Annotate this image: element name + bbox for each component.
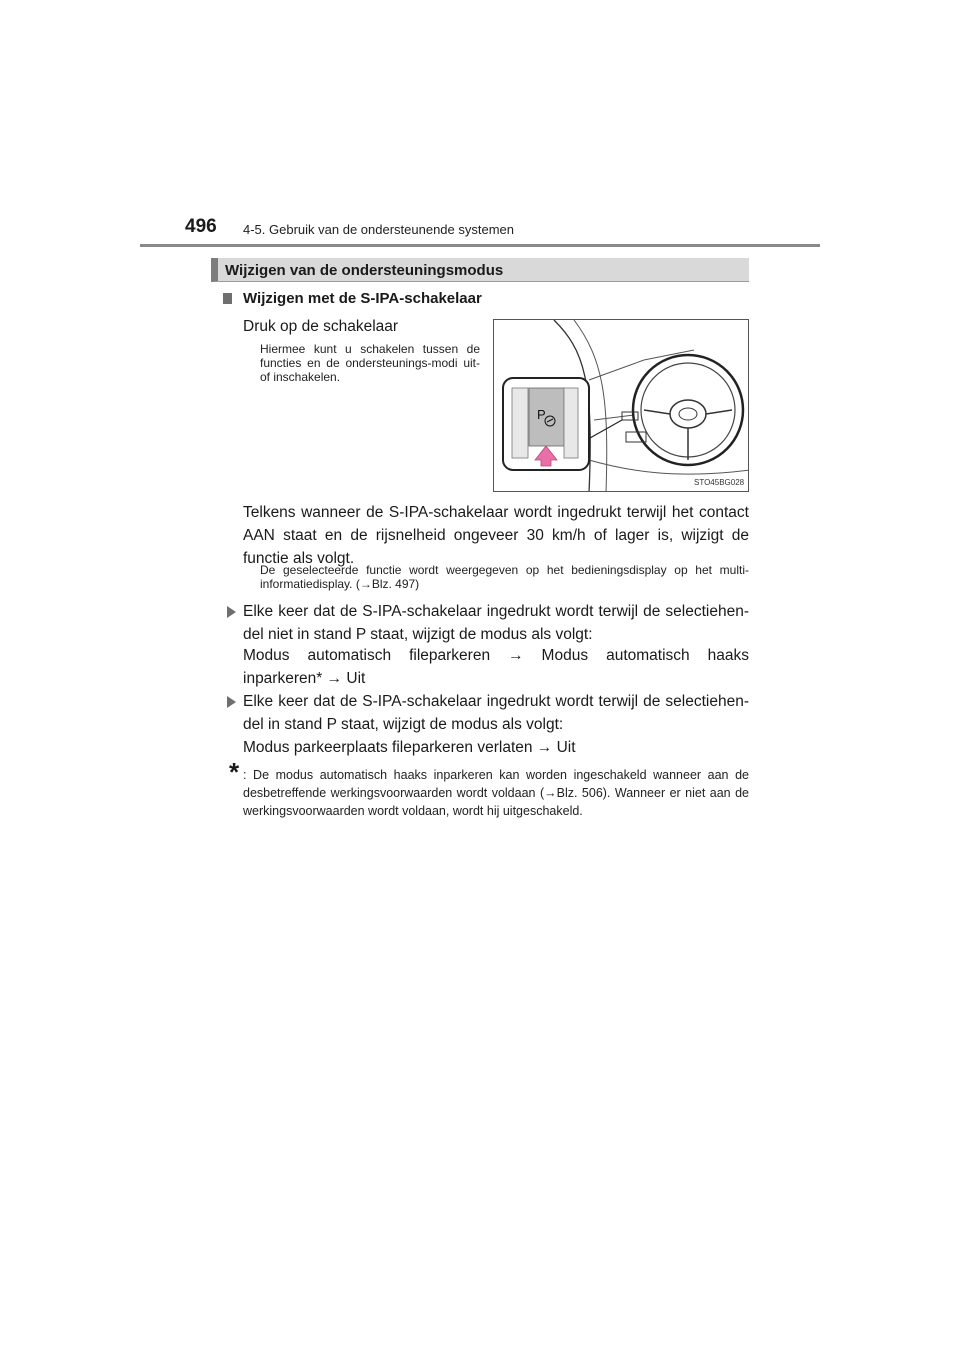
triangle-bullet-icon: [227, 606, 236, 618]
mode-sequence: Modus parkeerplaats fileparkeren verlaten → Uit: [243, 739, 576, 756]
figure-code: STO45BG028: [694, 478, 745, 487]
section-path: 4-5. Gebruik van de ondersteunende systemen: [243, 222, 515, 237]
section-title: Wijzigen van de ondersteuningsmodus: [225, 262, 504, 279]
switch-label: P: [537, 407, 546, 422]
triangle-bullet-icon: [227, 696, 236, 708]
footnote-marker: *: [229, 757, 240, 787]
list-item: Elke keer dat de S-IPA-schakelaar ingedrukt wordt terwijl de selectiehen-del niet in stand P staat, wijzigt de modus als volgt:: [243, 603, 749, 643]
instruction-text: Druk op de schakelaar: [243, 318, 399, 335]
header-rule: [140, 244, 820, 247]
dashboard-illustration: [493, 319, 749, 492]
list-item: Elke keer dat de S-IPA-schakelaar ingedrukt wordt terwijl de selectiehen-del in stand P staat, wijzigt de modus als volgt:: [243, 693, 749, 733]
footnote-text: : De modus automatisch haaks inparkeren kan worden ingeschakeld wanneer aan de desbetreffende werkingsvoorwaarden wordt voldaan (→Blz. 506). Wanneer er niet aan de werkingsvoorwaarden wordt voldaan, wordt hij uitgeschakeld.: [243, 768, 749, 818]
mode-sequence: Modus automatisch fileparkeren → Modus automatisch haaks inparkeren* → Uit: [243, 647, 749, 687]
instruction-hint: Hiermee kunt u schakelen tussen de functies en de ondersteunings-modi uit- of inschakelen.: [260, 342, 480, 384]
dashboard-drawing: [494, 320, 749, 492]
body-paragraph: Telkens wanneer de S-IPA-schakelaar wordt ingedrukt terwijl het contact AAN staat en de rijsnelheid ongeveer 30 km/h of lager is, wijzigt de functie als volgt.: [243, 504, 749, 567]
square-bullet-icon: [223, 293, 232, 304]
subsection-heading: Wijzigen met de S-IPA-schakelaar: [243, 290, 482, 307]
page-number: 496: [185, 216, 217, 237]
body-note: De geselecteerde functie wordt weergegeven op het bedieningsdisplay op het multi-informatiedisplay. (→Blz. 497): [260, 563, 749, 591]
